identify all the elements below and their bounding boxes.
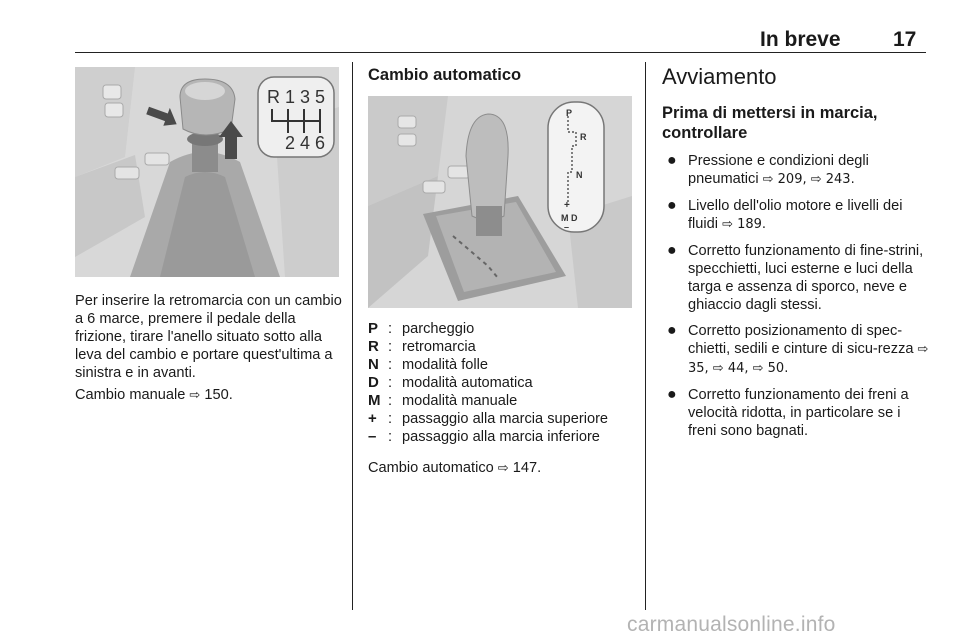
- pattern-minus: –: [564, 222, 570, 232]
- reference-label: Cambio automatico: [368, 460, 494, 476]
- pattern-md: M D: [561, 213, 578, 223]
- legend-item: [368, 374, 638, 392]
- reverse-gear-instructions: Per inserire la retromarcia con un cambio a 6 marce, premere il pedale della frizione, tirare l'anello situato sotto alla leva del cambio e portare quest'ultima a sinistra e in avanti.: [75, 293, 342, 381]
- checklist-item: [662, 242, 932, 314]
- page-reference-arrow-icon: ⇨: [497, 461, 509, 476]
- legend-text: modalità folle: [402, 357, 488, 373]
- legend-colon: :: [388, 321, 393, 337]
- legend-text: retromarcia: [402, 339, 476, 355]
- bullet-icon: ●: [667, 322, 677, 339]
- legend-key: R: [368, 338, 379, 355]
- legend-key: P: [368, 320, 379, 337]
- legend-colon: :: [388, 393, 393, 409]
- legend-colon: :: [388, 357, 393, 373]
- manual-gearshift-drawing: [75, 67, 339, 277]
- pre-drive-checklist-heading: Prima di mettersi in marcia, controllare: [662, 104, 878, 142]
- pattern-plus: +: [564, 200, 570, 211]
- legend-key: N: [368, 356, 379, 373]
- automatic-selector-drawing: [368, 96, 632, 308]
- checklist-item: [662, 322, 932, 378]
- legend-text: passaggio alla marcia superiore: [402, 411, 609, 427]
- legend-text: modalità automatica: [402, 375, 533, 391]
- legend-item: [368, 428, 638, 446]
- page-reference-arrow-icon: ⇨: [189, 388, 201, 403]
- site-watermark: carmanualsonline.info: [627, 613, 836, 636]
- legend-item: [368, 356, 638, 374]
- bullet-icon: ●: [667, 152, 677, 169]
- pre-drive-checklist: [662, 152, 932, 448]
- gear-pattern-top: R 1 3 5: [266, 87, 326, 107]
- bullet-icon: ●: [667, 242, 677, 259]
- automatic-gearbox-reference: [368, 459, 541, 478]
- automatic-selector-illustration: [368, 96, 632, 308]
- checklist-item: [662, 152, 932, 189]
- header-rule: [75, 52, 926, 53]
- bullet-icon: ●: [667, 197, 677, 214]
- legend-text: modalità manuale: [402, 393, 518, 409]
- legend-key: M: [368, 392, 381, 409]
- legend-text: passaggio alla marcia inferiore: [402, 429, 600, 445]
- legend-key: –: [368, 428, 377, 445]
- legend-key: D: [368, 374, 379, 391]
- starting-heading: Avviamento: [662, 64, 777, 89]
- legend-colon: :: [388, 429, 393, 445]
- bullet-icon: ●: [667, 386, 677, 403]
- checklist-text: Corretto funzionamento dei freni a velocità ridotta, in particolare se i freni sono bagnati.: [688, 387, 909, 439]
- checklist-text: Pressione e condizioni degli pneumatici: [688, 153, 869, 187]
- reference-page: 147.: [512, 460, 542, 476]
- legend-text: parcheggio: [402, 321, 475, 337]
- pattern-r: R: [580, 132, 587, 142]
- legend-item: [368, 338, 638, 356]
- checklist-item: [662, 386, 932, 440]
- column-rule-2: [645, 62, 646, 610]
- checklist-item: [662, 197, 932, 234]
- column-rule-1: [352, 62, 353, 610]
- selector-legend: [368, 320, 638, 446]
- pattern-n: N: [576, 170, 583, 180]
- checklist-text: Livello dell'olio motore e livelli dei fluidi: [688, 198, 903, 232]
- checklist-text: Corretto posizionamento di spec-chietti, sedili e cinture di sicu-rezza: [688, 323, 914, 357]
- legend-item: [368, 392, 638, 410]
- section-title: In breve: [760, 28, 841, 51]
- checklist-refs: ⇨ 209, ⇨ 243.: [762, 172, 855, 187]
- checklist-refs: ⇨ 189.: [722, 217, 767, 232]
- reference-page: 150.: [204, 387, 233, 403]
- legend-item: [368, 320, 638, 338]
- automatic-gearbox-heading: Cambio automatico: [368, 66, 522, 84]
- checklist-refs: ⇨ 35, ⇨ 44, ⇨ 50.: [688, 342, 929, 376]
- pattern-p: P: [566, 108, 573, 118]
- legend-colon: :: [388, 411, 393, 427]
- legend-colon: :: [388, 375, 393, 391]
- page-number: 17: [893, 28, 917, 51]
- gear-pattern-bottom: 2 4 6: [284, 133, 326, 153]
- legend-colon: :: [388, 339, 393, 355]
- legend-key: +: [368, 410, 377, 427]
- checklist-text: Corretto funzionamento di fine-strini, specchietti, luci esterne e luci della targa e assenza di sporco, neve e ghiaccio dagli stessi.: [688, 243, 924, 313]
- manual-gearshift-illustration: [75, 67, 339, 277]
- legend-item: [368, 410, 638, 428]
- manual-gearbox-reference: [75, 386, 345, 405]
- reference-label: Cambio manuale: [75, 387, 186, 403]
